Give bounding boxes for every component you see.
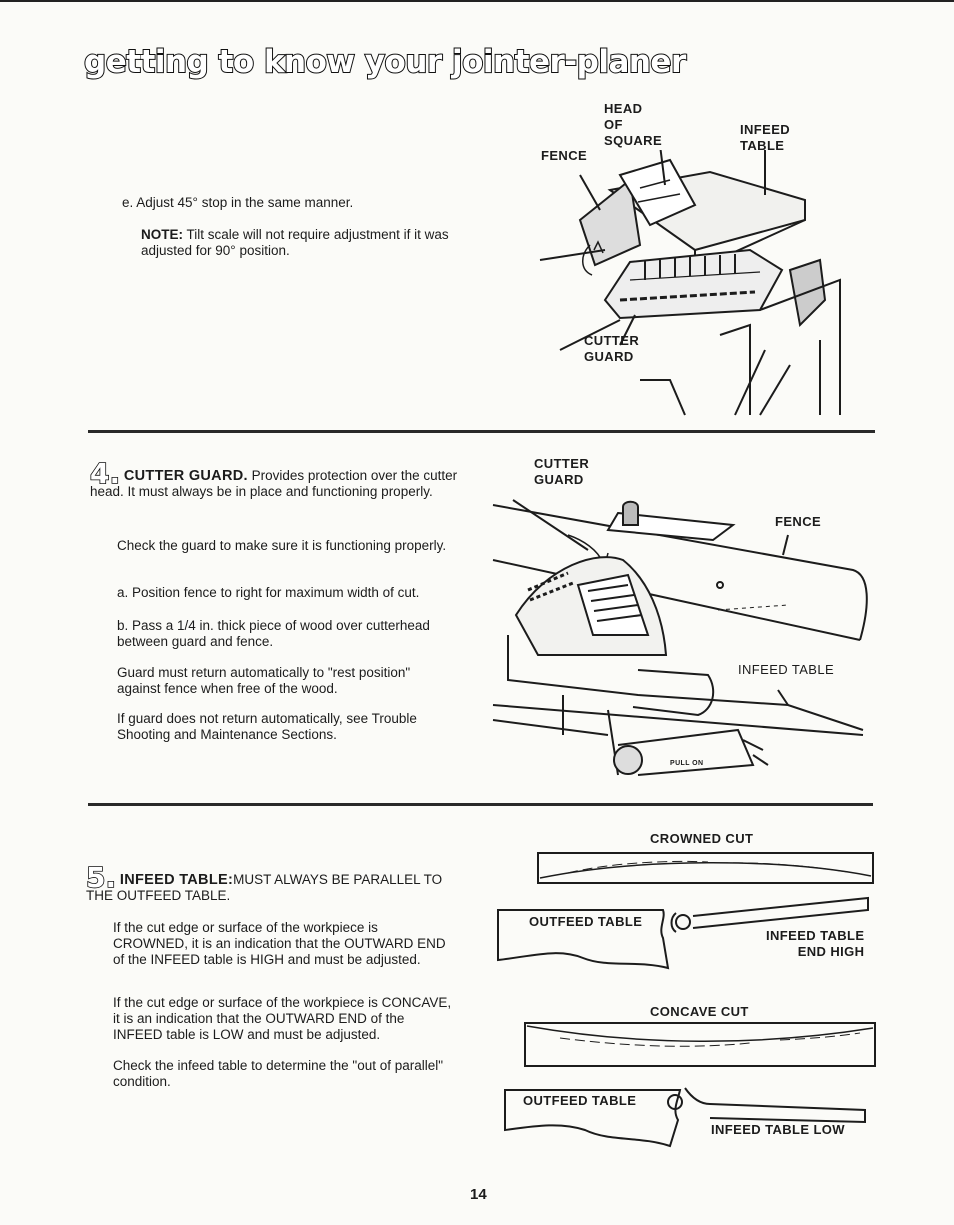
label-outfeed-table-2: OUTFEED TABLE [523, 1093, 637, 1108]
label-knob-pull-on: PULL ON [670, 760, 704, 767]
label-cutter-guard-top: CUTTER GUARD [584, 333, 640, 364]
section-4-step-b: b. Pass a 1/4 in. thick piece of wood over cutterhead between guard and fence. [117, 618, 430, 649]
note-label: NOTE: [141, 227, 183, 242]
section-4-heading [90, 457, 460, 500]
section-divider-1 [88, 430, 875, 433]
section-5-crowned-paragraph: If the cut edge or surface of the workpiece is CROWNED, it is an indication that the OUTWARD END of the INFEED table is HIGH and must be adjusted. [113, 920, 446, 967]
note-paragraph [141, 227, 466, 259]
page-number: 14 [470, 1186, 487, 1203]
top-rule [0, 0, 954, 2]
section-4-number: 4. [90, 457, 121, 490]
section-5-title: INFEED TABLE: [119, 872, 234, 888]
note-text: Tilt scale will not require adjustment if it was adjusted for 90° position. [141, 227, 449, 258]
label-infeed-table-low: INFEED TABLE LOW [711, 1122, 845, 1137]
section-4-title: CUTTER GUARD. [123, 468, 248, 484]
page-title: getting to know your jointer-planer [84, 44, 686, 80]
fence-square-illustration [520, 150, 850, 420]
section-5-number: 5. [86, 861, 117, 894]
label-infeed-table-end-high: INFEED TABLE END HIGH [766, 928, 865, 959]
label-cutter-guard-s4: CUTTER GUARD [534, 456, 590, 487]
label-crowned-cut: CROWNED CUT [650, 831, 754, 846]
section-divider-2 [88, 803, 873, 806]
section-5-check-paragraph: Check the infeed table to determine the "out of parallel" condition. [113, 1058, 444, 1089]
section-4-troubleshoot: If guard does not return automatically, see Trouble Shooting and Maintenance Sections. [117, 711, 417, 742]
section-4-intro: Provides protection over the cutter head. It must always be in place and functioning properly. [90, 468, 458, 499]
section-4-check: Check the guard to make sure it is functioning properly. [117, 538, 447, 553]
label-infeed-table-top: INFEED TABLE [740, 122, 791, 153]
section-4-step-a: a. Position fence to right for maximum width of cut. [117, 585, 420, 600]
section-4-guard-return: Guard must return automatically to "rest position" against fence when free of the wood. [117, 665, 411, 696]
section-5-heading [86, 861, 456, 904]
label-outfeed-table-1: OUTFEED TABLE [529, 914, 643, 929]
cutter-guard-illustration [488, 495, 873, 785]
label-head-of-square: HEAD OF SQUARE [604, 101, 663, 148]
section-5-title-rest: MUST ALWAYS BE PARALLEL TO THE OUTFEED TABLE. [86, 872, 443, 903]
step-e-text: e. Adjust 45° stop in the same manner. [122, 195, 354, 210]
label-fence-s4: FENCE [775, 514, 822, 529]
label-concave-cut: CONCAVE CUT [650, 1004, 749, 1019]
label-infeed-table-s4: INFEED TABLE [738, 662, 835, 677]
section-5-concave-paragraph: If the cut edge or surface of the workpiece is CONCAVE, it is an indication that the OUTWARD END of the INFEED table is LOW and must be adjusted. [113, 995, 452, 1042]
label-fence-top: FENCE [541, 148, 588, 163]
